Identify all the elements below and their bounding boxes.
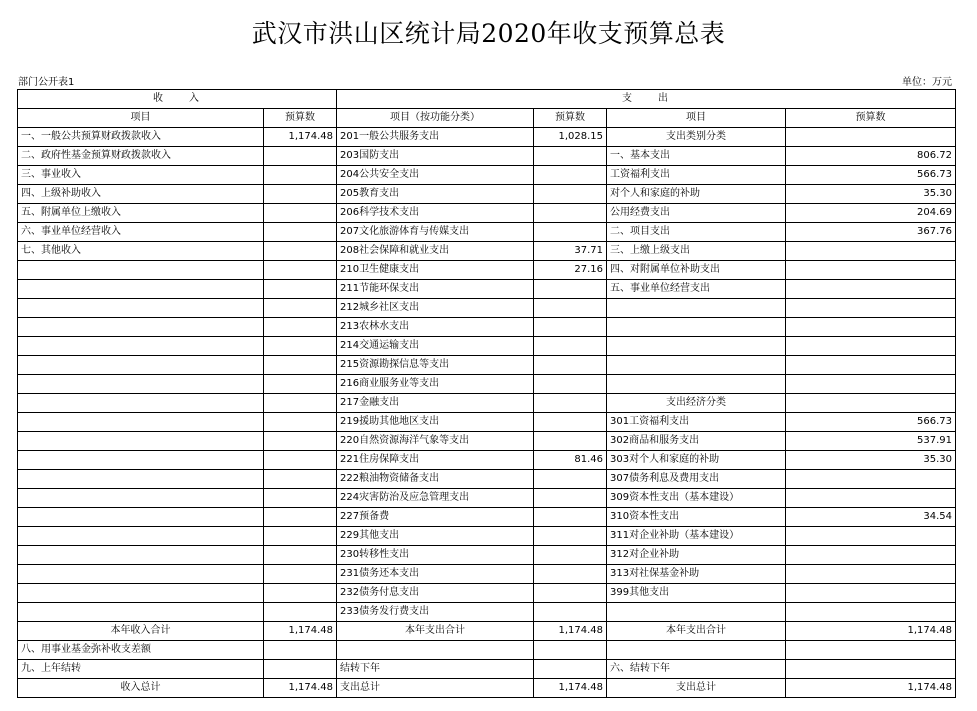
function-amount-cell (534, 185, 607, 204)
function-amount-cell (534, 375, 607, 394)
function-amount-cell (534, 565, 607, 584)
table-row (18, 185, 956, 204)
function-amount-cell (534, 280, 607, 299)
income-amount-cell (264, 299, 337, 318)
function-item-cell: 220自然资源海洋气象等支出 (337, 432, 534, 451)
function-item-cell: 210卫生健康支出 (337, 261, 534, 280)
table-row (18, 223, 956, 242)
table-row (18, 204, 956, 223)
category-amount-cell (786, 603, 956, 622)
table-row (18, 242, 956, 261)
category-item-cell (607, 337, 786, 356)
table-row (18, 413, 956, 432)
category-amount-cell (786, 394, 956, 413)
table-row (18, 508, 956, 527)
category-item-cell: 四、对附属单位补助支出 (607, 261, 786, 280)
function-amount-cell: 37.71 (534, 242, 607, 261)
function-item-cell: 本年支出合计 (337, 622, 534, 641)
income-amount-cell (264, 432, 337, 451)
function-item-cell: 232债务付息支出 (337, 584, 534, 603)
function-item-cell: 213农林水支出 (337, 318, 534, 337)
income-item-cell (18, 470, 264, 489)
table-row (18, 299, 956, 318)
category-item-cell: 301工资福利支出 (607, 413, 786, 432)
function-item-cell: 231债务还本支出 (337, 565, 534, 584)
income-item-cell (18, 432, 264, 451)
category-amount-cell: 806.72 (786, 147, 956, 166)
table-row (18, 565, 956, 584)
income-amount-cell (264, 394, 337, 413)
function-amount-cell (534, 603, 607, 622)
category-amount-cell (786, 375, 956, 394)
page-title: 武汉市洪山区统计局2020年收支预算总表 (251, 19, 726, 48)
income-amount-cell (264, 565, 337, 584)
income-item-cell (18, 489, 264, 508)
function-item-cell: 207文化旅游体育与传媒支出 (337, 223, 534, 242)
function-amount-cell (534, 489, 607, 508)
function-item-cell: 222粮油物资储备支出 (337, 470, 534, 489)
category-amount-cell (786, 527, 956, 546)
table-row (18, 641, 956, 660)
income-amount-cell (264, 261, 337, 280)
income-amount-cell (264, 603, 337, 622)
function-item-cell: 219援助其他地区支出 (337, 413, 534, 432)
function-amount-cell (534, 413, 607, 432)
function-amount-cell: 81.46 (534, 451, 607, 470)
income-item-cell: 本年收入合计 (18, 622, 264, 641)
category-budget-header: 预算数 (786, 109, 956, 128)
function-item-cell: 216商业服务业等支出 (337, 375, 534, 394)
income-item-cell (18, 508, 264, 527)
category-item-cell: 307债务利息及费用支出 (607, 470, 786, 489)
category-item-cell: 本年支出合计 (607, 622, 786, 641)
category-amount-cell (786, 128, 956, 147)
income-item-cell (18, 318, 264, 337)
income-amount-cell (264, 185, 337, 204)
category-amount-cell (786, 280, 956, 299)
category-amount-cell: 1,174.48 (786, 679, 956, 698)
income-item-cell (18, 527, 264, 546)
income-item-cell (18, 584, 264, 603)
table-row (18, 318, 956, 337)
income-item-cell: 一、一般公共预算财政拨款收入 (18, 128, 264, 147)
function-amount-cell (534, 470, 607, 489)
income-amount-cell: 1,174.48 (264, 622, 337, 641)
income-amount-cell (264, 223, 337, 242)
function-item-cell: 221住房保障支出 (337, 451, 534, 470)
function-item-cell: 211节能环保支出 (337, 280, 534, 299)
table-row (18, 679, 956, 698)
category-amount-cell (786, 565, 956, 584)
function-amount-cell: 1,174.48 (534, 679, 607, 698)
income-item-cell (18, 375, 264, 394)
function-item-cell: 224灾害防治及应急管理支出 (337, 489, 534, 508)
category-item-cell: 312对企业补助 (607, 546, 786, 565)
category-item-cell: 399其他支出 (607, 584, 786, 603)
category-item-cell: 309资本性支出（基本建设） (607, 489, 786, 508)
income-amount-cell (264, 147, 337, 166)
category-amount-cell (786, 318, 956, 337)
table-row (18, 451, 956, 470)
function-amount-cell (534, 527, 607, 546)
income-item-cell (18, 261, 264, 280)
function-amount-cell (534, 394, 607, 413)
category-amount-cell: 34.54 (786, 508, 956, 527)
table-row (18, 527, 956, 546)
function-amount-cell: 1,028.15 (534, 128, 607, 147)
category-item-header: 项目 (607, 109, 786, 128)
income-amount-cell: 1,174.48 (264, 679, 337, 698)
income-amount-cell (264, 166, 337, 185)
category-item-cell: 313对社保基金补助 (607, 565, 786, 584)
function-amount-cell (534, 546, 607, 565)
function-item-header: 项目（按功能分类） (337, 109, 534, 128)
function-item-cell: 214交通运输支出 (337, 337, 534, 356)
category-item-cell: 二、项目支出 (607, 223, 786, 242)
category-item-cell: 311对企业补助（基本建设） (607, 527, 786, 546)
function-item-cell: 215资源勘探信息等支出 (337, 356, 534, 375)
income-header: 收 入 (18, 90, 337, 109)
category-amount-cell (786, 660, 956, 679)
income-budget-header: 预算数 (264, 109, 337, 128)
function-amount-cell (534, 299, 607, 318)
income-item-cell: 九、上年结转 (18, 660, 264, 679)
income-item-cell (18, 546, 264, 565)
income-item-cell (18, 565, 264, 584)
function-amount-cell: 27.16 (534, 261, 607, 280)
category-amount-cell: 566.73 (786, 413, 956, 432)
category-amount-cell (786, 242, 956, 261)
income-amount-cell (264, 451, 337, 470)
table-row (18, 375, 956, 394)
function-item-cell: 204公共安全支出 (337, 166, 534, 185)
table-row (18, 432, 956, 451)
column-header-row (18, 109, 956, 128)
table-row (18, 280, 956, 299)
income-item-cell (18, 603, 264, 622)
function-item-cell: 217金融支出 (337, 394, 534, 413)
function-amount-cell (534, 432, 607, 451)
table-row (18, 128, 956, 147)
function-item-cell: 227预备费 (337, 508, 534, 527)
function-amount-cell (534, 584, 607, 603)
income-amount-cell (264, 470, 337, 489)
function-amount-cell: 1,174.48 (534, 622, 607, 641)
category-item-cell: 六、结转下年 (607, 660, 786, 679)
category-item-cell: 公用经费支出 (607, 204, 786, 223)
category-item-cell (607, 375, 786, 394)
category-amount-cell: 367.76 (786, 223, 956, 242)
income-amount-cell (264, 204, 337, 223)
income-item-cell (18, 299, 264, 318)
category-item-cell: 对个人和家庭的补助 (607, 185, 786, 204)
function-amount-cell (534, 660, 607, 679)
category-amount-cell: 566.73 (786, 166, 956, 185)
income-item-cell (18, 337, 264, 356)
income-amount-cell (264, 660, 337, 679)
function-item-cell: 201一般公共服务支出 (337, 128, 534, 147)
income-item-cell: 三、事业收入 (18, 166, 264, 185)
income-item-cell: 四、上级补助收入 (18, 185, 264, 204)
function-amount-cell (534, 147, 607, 166)
table-row (18, 261, 956, 280)
function-amount-cell (534, 223, 607, 242)
income-amount-cell (264, 280, 337, 299)
unit-label: 单位：万元 (902, 77, 952, 88)
category-item-cell (607, 356, 786, 375)
category-amount-cell (786, 470, 956, 489)
income-amount-cell (264, 546, 337, 565)
income-amount-cell (264, 584, 337, 603)
income-amount-cell (264, 641, 337, 660)
table-row (18, 660, 956, 679)
function-amount-cell (534, 204, 607, 223)
income-item-cell: 八、用事业基金弥补收支差额 (18, 641, 264, 660)
function-amount-cell (534, 641, 607, 660)
income-amount-cell (264, 489, 337, 508)
table-row (18, 356, 956, 375)
category-amount-cell (786, 546, 956, 565)
function-item-cell: 结转下年 (337, 660, 534, 679)
form-number: 部门公开表1 (18, 77, 75, 88)
income-amount-cell (264, 356, 337, 375)
income-amount-cell (264, 242, 337, 261)
income-item-cell: 六、事业单位经营收入 (18, 223, 264, 242)
category-amount-cell (786, 261, 956, 280)
category-amount-cell (786, 584, 956, 603)
category-amount-cell: 537.91 (786, 432, 956, 451)
function-item-cell (337, 641, 534, 660)
category-item-cell (607, 299, 786, 318)
income-item-cell (18, 451, 264, 470)
category-item-cell: 303对个人和家庭的补助 (607, 451, 786, 470)
income-item-cell: 五、附属单位上缴收入 (18, 204, 264, 223)
category-item-cell: 三、上缴上级支出 (607, 242, 786, 261)
table-row (18, 394, 956, 413)
function-item-cell: 206科学技术支出 (337, 204, 534, 223)
income-amount-cell: 1,174.48 (264, 128, 337, 147)
category-item-cell: 支出类别分类 (607, 128, 786, 147)
income-amount-cell (264, 337, 337, 356)
table-row (18, 489, 956, 508)
category-item-cell (607, 641, 786, 660)
function-amount-cell (534, 356, 607, 375)
function-item-cell: 212城乡社区支出 (337, 299, 534, 318)
income-item-cell: 七、其他收入 (18, 242, 264, 261)
category-item-cell: 支出总计 (607, 679, 786, 698)
category-item-cell: 五、事业单位经营支出 (607, 280, 786, 299)
table-row (18, 470, 956, 489)
category-amount-cell (786, 337, 956, 356)
income-amount-cell (264, 527, 337, 546)
expense-header: 支 出 (337, 90, 956, 109)
function-budget-header: 预算数 (534, 109, 607, 128)
function-amount-cell (534, 318, 607, 337)
category-item-cell: 工资福利支出 (607, 166, 786, 185)
table-row (18, 546, 956, 565)
income-item-cell (18, 394, 264, 413)
table-row (18, 147, 956, 166)
income-item-header: 项目 (18, 109, 264, 128)
table-row (18, 622, 956, 641)
function-item-cell: 230转移性支出 (337, 546, 534, 565)
table-row (18, 584, 956, 603)
category-amount-cell: 204.69 (786, 204, 956, 223)
function-item-cell: 233债务发行费支出 (337, 603, 534, 622)
category-item-cell: 302商品和服务支出 (607, 432, 786, 451)
category-item-cell: 支出经济分类 (607, 394, 786, 413)
category-item-cell: 一、基本支出 (607, 147, 786, 166)
function-item-cell: 203国防支出 (337, 147, 534, 166)
income-amount-cell (264, 508, 337, 527)
category-item-cell (607, 318, 786, 337)
income-item-cell: 收入总计 (18, 679, 264, 698)
income-item-cell (18, 356, 264, 375)
function-amount-cell (534, 508, 607, 527)
category-amount-cell (786, 489, 956, 508)
category-item-cell: 310资本性支出 (607, 508, 786, 527)
table-row (18, 337, 956, 356)
income-amount-cell (264, 318, 337, 337)
function-amount-cell (534, 337, 607, 356)
category-amount-cell (786, 356, 956, 375)
function-item-cell: 支出总计 (337, 679, 534, 698)
function-item-cell: 208社会保障和就业支出 (337, 242, 534, 261)
income-amount-cell (264, 413, 337, 432)
category-amount-cell (786, 299, 956, 318)
category-amount-cell: 35.30 (786, 451, 956, 470)
category-amount-cell: 35.30 (786, 185, 956, 204)
income-item-cell (18, 280, 264, 299)
income-item-cell: 二、政府性基金预算财政拨款收入 (18, 147, 264, 166)
section-header-row (18, 90, 956, 109)
table-row (18, 603, 956, 622)
table-row (18, 166, 956, 185)
budget-table (17, 89, 956, 698)
income-amount-cell (264, 375, 337, 394)
category-amount-cell: 1,174.48 (786, 622, 956, 641)
category-amount-cell (786, 641, 956, 660)
income-item-cell (18, 413, 264, 432)
function-amount-cell (534, 166, 607, 185)
category-item-cell (607, 603, 786, 622)
function-item-cell: 229其他支出 (337, 527, 534, 546)
function-item-cell: 205教育支出 (337, 185, 534, 204)
